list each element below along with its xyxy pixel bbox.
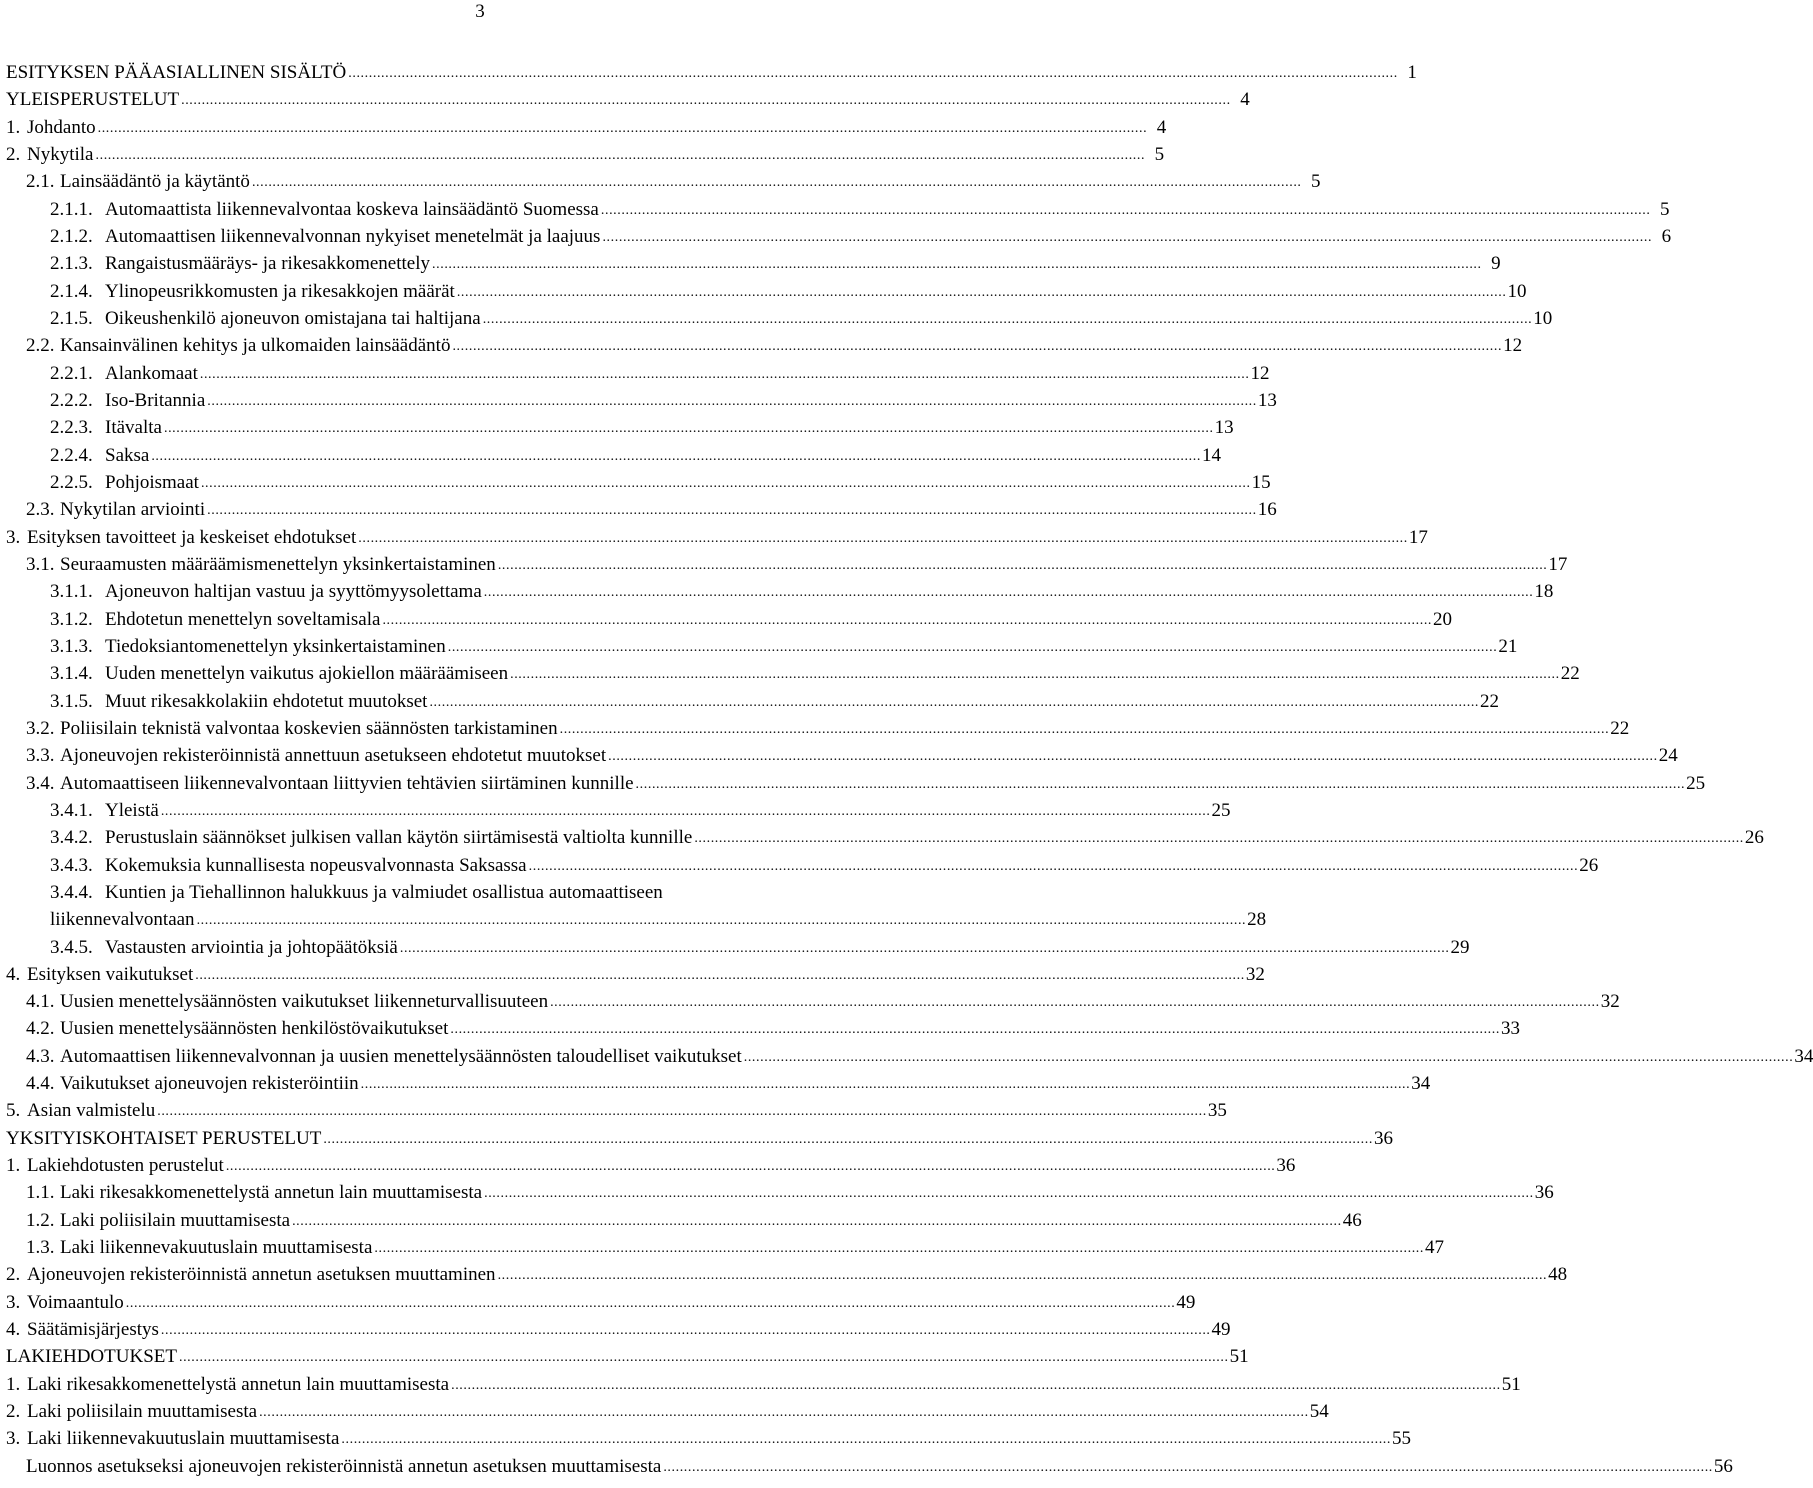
toc-dot-leader [663, 1454, 1713, 1481]
toc-dot-leader [744, 1044, 1794, 1071]
toc-entry-title: Automaattisen liikennevalvonnan ja uusien menettelysäännösten taloudelliset vaikutukset [60, 1045, 742, 1067]
toc-entry[interactable] [6, 852, 1599, 879]
toc-entry-page: 55 [1392, 1428, 1411, 1450]
toc-entry-title: Uusien menettelysäännösten vaikutukset liikenneturvallisuuteen [60, 991, 549, 1013]
toc-dot-leader [361, 1071, 1411, 1098]
toc-entry-title: Kansainvälinen kehitys ja ulkomaiden lainsäädäntö [60, 335, 451, 357]
toc-dot-leader [429, 689, 1479, 716]
toc-entry-page: 33 [1500, 1018, 1520, 1040]
toc-entry-number: 2.1.1. [50, 198, 93, 220]
toc-dot-leader [207, 497, 1257, 524]
toc-dot-leader [348, 60, 1398, 87]
toc-entry-title: Seuraamusten määräämismenettelyn yksinkertaistaminen [60, 553, 496, 575]
toc-entry[interactable] [6, 168, 1321, 195]
toc-entry[interactable] [6, 988, 1620, 1015]
toc-entry-page: 4 [1156, 116, 1167, 138]
toc-entry[interactable] [6, 360, 1270, 387]
toc-entry-title: Nykytila [27, 143, 94, 165]
toc-entry-title: YLEISPERUSTELUT [6, 89, 180, 111]
toc-entry-page: 1 [1407, 62, 1417, 83]
toc-entry-title: Laki liikennevakuutuslain muuttamisesta [60, 1237, 373, 1259]
toc-entry-number: 1. [6, 116, 21, 138]
toc-entry-title: Esityksen vaikutukset [27, 963, 194, 985]
toc-entry-number: 3.1.1. [50, 581, 93, 603]
toc-dot-leader [608, 743, 1658, 770]
toc-entry-number: 2.1.2. [50, 225, 93, 247]
toc-entry-page: 51 [1501, 1373, 1521, 1395]
toc-dot-leader [484, 1180, 1534, 1207]
toc-entry-page: 51 [1229, 1346, 1249, 1368]
toc-dot-leader [195, 962, 1245, 989]
toc-dot-leader [602, 224, 1652, 251]
toc-entry-page: 26 [1744, 827, 1764, 849]
toc-entry-number: 3.4.2. [50, 827, 93, 849]
toc-entry-number: 3.4.3. [50, 854, 93, 876]
toc-entry-page: 17 [1548, 553, 1568, 575]
toc-entry-page: 36 [1373, 1127, 1393, 1149]
toc-entry-page: 4 [1240, 89, 1250, 111]
toc-entry-number: 2.2.1. [50, 362, 93, 384]
toc-entry[interactable] [6, 1371, 1521, 1398]
toc-entry-title: Automaattiseen liikennevalvontaan liittyvien tehtävien siirtäminen kunnille [60, 772, 634, 794]
toc-entry-page: 18 [1534, 581, 1554, 603]
toc-entry[interactable] [6, 606, 1453, 633]
toc-dot-leader [358, 525, 1408, 552]
toc-dot-leader [450, 1016, 1500, 1043]
toc-entry-page: 21 [1498, 635, 1518, 657]
toc-entry-number: 2.1.3. [50, 253, 93, 275]
toc-dot-leader [452, 333, 1502, 360]
toc-entry[interactable] [6, 1070, 1431, 1097]
toc-entry-number: 2.1.5. [50, 307, 93, 329]
toc-entry-title: Perustuslain säännökset julkisen vallan käytön siirtämisestä valtiolta kunnille [105, 827, 693, 849]
toc-entry-number: 2.1.4. [50, 280, 93, 302]
toc-entry-page: 14 [1201, 444, 1221, 466]
toc-entry-title: Yleistä [105, 799, 159, 821]
toc-entry-page: 56 [1713, 1455, 1733, 1477]
toc-dot-leader [181, 87, 1231, 114]
toc-entry-page: 35 [1207, 1100, 1227, 1122]
toc-entry-number: 3.1.4. [50, 663, 93, 685]
toc-entry-number: 3.3. [26, 745, 55, 767]
toc-entry[interactable] [6, 414, 1234, 441]
toc-entry[interactable] [6, 660, 1580, 687]
toc-entry-number: 3.1.3. [50, 635, 93, 657]
toc-entry-page: 9 [1491, 253, 1501, 275]
toc-entry-page: 17 [1408, 526, 1428, 548]
toc-entry-title: ESITYKSEN PÄÄASIALLINEN SISÄLTÖ [6, 62, 347, 83]
toc-entry[interactable] [6, 278, 1527, 305]
toc-entry-page: 28 [1247, 909, 1267, 931]
toc-entry-number: 3. [6, 1428, 21, 1450]
toc-dot-leader [252, 169, 1302, 196]
toc-entry-number: 4.2. [26, 1018, 55, 1040]
toc-dot-leader [636, 771, 1686, 798]
toc-entry-title: Laki rikesakkomenettelystä annetun lain muuttamisesta [60, 1182, 483, 1204]
toc-entry[interactable] [6, 250, 1501, 277]
toc-entry-number: 2.2. [26, 335, 55, 357]
toc-entry-number: 1.1. [26, 1182, 55, 1204]
toc-entry-title: Esityksen tavoitteet ja keskeiset ehdotukset [27, 526, 357, 548]
toc-dot-leader [601, 197, 1651, 224]
toc-entry-title: Ylinopeusrikkomusten ja rikesakkojen määrät [105, 280, 455, 302]
toc-entry-page: 25 [1211, 799, 1231, 821]
toc-entry-page: 34 [1794, 1045, 1813, 1067]
toc-dot-leader [510, 661, 1560, 688]
toc-dot-leader [259, 1399, 1309, 1426]
toc-entry-page: 12 [1250, 362, 1270, 384]
toc-entry-page: 26 [1579, 854, 1599, 876]
toc-entry-title: Laki rikesakkomenettelystä annetun lain muuttamisesta [27, 1373, 450, 1395]
toc-entry-number: 4.3. [26, 1045, 55, 1067]
toc-dot-leader [484, 579, 1534, 606]
toc-entry-title: Ehdotetun menettelyn soveltamisala [105, 608, 381, 630]
toc-entry-number: 3.4.1. [50, 799, 93, 821]
toc-entry-title: Voimaantulo [27, 1291, 124, 1313]
toc-entry-title: liikennevalvontaan [50, 909, 195, 931]
toc-entry-title: Vaikutukset ajoneuvojen rekisteröintiin [60, 1073, 359, 1095]
toc-entry[interactable] [6, 59, 1417, 86]
toc-entry-page: 24 [1658, 745, 1678, 767]
toc-entry-title: Johdanto [27, 116, 96, 138]
toc-entry-number: 1. [6, 1155, 21, 1177]
toc-entry[interactable] [6, 332, 1523, 359]
page-number: 3 [475, 1, 485, 22]
toc-entry-number: 2.1. [26, 171, 55, 193]
toc-dot-leader [400, 935, 1450, 962]
toc-entry-title: Poliisilain teknistä valvontaa koskevien säännösten tarkistaminen [60, 717, 558, 739]
toc-entry[interactable] [6, 469, 1271, 496]
toc-entry-page: 54 [1309, 1401, 1329, 1423]
table-of-contents [6, 59, 1813, 1480]
toc-entry-number: 2. [6, 1401, 21, 1423]
toc-dot-leader [207, 388, 1257, 415]
toc-entry-title: Automaattista liikennevalvontaa koskeva lainsäädäntö Suomessa [105, 198, 599, 220]
toc-entry-title: Lainsäädäntö ja käytäntö [60, 171, 250, 193]
toc-entry-title: Kokemuksia kunnallisesta nopeusvalvonnasta Saksassa [105, 854, 527, 876]
toc-entry[interactable] [6, 688, 1500, 715]
toc-entry[interactable] [6, 551, 1568, 578]
toc-entry-title: Rangaistusmääräys- ja rikesakkomenettely [105, 253, 431, 275]
toc-entry-page: 34 [1411, 1073, 1431, 1095]
toc-entry[interactable] [6, 141, 1165, 168]
toc-entry[interactable] [6, 906, 1267, 933]
toc-dot-leader [151, 443, 1201, 470]
toc-dot-leader [161, 1317, 1211, 1344]
toc-entry[interactable] [6, 824, 1764, 851]
toc-entry[interactable] [6, 86, 1250, 113]
toc-entry-page: 10 [1507, 280, 1527, 302]
toc-dot-leader [96, 142, 1146, 169]
toc-entry[interactable] [6, 742, 1678, 769]
toc-entry[interactable] [6, 715, 1630, 742]
toc-dot-leader [197, 907, 1247, 934]
toc-entry[interactable] [6, 1207, 1362, 1234]
toc-entry[interactable] [6, 1125, 1393, 1152]
toc-entry-number: 2.3. [26, 499, 55, 521]
toc-entry-page: 15 [1251, 471, 1271, 493]
toc-entry-page: 10 [1533, 307, 1553, 329]
toc-entry-title: Oikeushenkilö ajoneuvon omistajana tai haltijana [105, 307, 481, 329]
toc-entry-title: Automaattisen liikennevalvonnan nykyiset menetelmät ja laajuus [105, 225, 601, 247]
toc-entry[interactable] [6, 305, 1553, 332]
toc-entry-page: 47 [1425, 1237, 1444, 1259]
toc-dot-leader [341, 1426, 1391, 1453]
toc-entry-number: 2. [6, 143, 21, 165]
toc-entry-number: 3.2. [26, 717, 55, 739]
toc-entry-title: Alankomaat [105, 362, 198, 384]
toc-dot-leader [560, 716, 1610, 743]
toc-entry[interactable] [6, 1234, 1444, 1261]
toc-entry[interactable] [6, 196, 1670, 223]
toc-entry-title: Ajoneuvojen rekisteröinnistä annettuun asetukseen ehdotetut muutokset [60, 745, 607, 767]
toc-entry[interactable] [6, 223, 1672, 250]
toc-entry[interactable] [6, 1398, 1329, 1425]
toc-entry-number: 3.1. [26, 553, 55, 575]
toc-entry-page: 36 [1276, 1155, 1296, 1177]
toc-entry[interactable] [6, 442, 1221, 469]
toc-entry-number: 3.1.5. [50, 690, 93, 712]
toc-entry-title: Muut rikesakkolakiin ehdotetut muutokset [105, 690, 428, 712]
toc-entry-page: 5 [1659, 198, 1670, 220]
toc-dot-leader [179, 1344, 1229, 1371]
toc-entry[interactable] [6, 114, 1167, 141]
toc-entry-page: 12 [1503, 335, 1523, 357]
toc-entry-title: Laki liikennevakuutuslain muuttamisesta [27, 1428, 340, 1450]
toc-entry[interactable] [6, 1316, 1231, 1343]
toc-entry-page: 25 [1686, 772, 1706, 794]
toc-dot-leader [694, 825, 1744, 852]
toc-entry-title: Iso-Britannia [105, 389, 206, 411]
toc-entry-page: 22 [1610, 717, 1630, 739]
toc-entry-page: 22 [1480, 690, 1500, 712]
toc-entry[interactable] [6, 1152, 1296, 1179]
toc-entry-number: 3. [6, 526, 21, 548]
toc-dot-leader [550, 989, 1600, 1016]
toc-entry[interactable] [6, 578, 1554, 605]
toc-entry-number: 4. [6, 1319, 21, 1341]
toc-dot-leader [432, 251, 1482, 278]
toc-entry-page: 48 [1548, 1264, 1568, 1286]
toc-entry-page: 22 [1560, 663, 1580, 685]
toc-entry[interactable] [6, 1043, 1813, 1070]
toc-entry-number: 3.1.2. [50, 608, 93, 630]
toc-entry-number: 2. [6, 1264, 21, 1286]
toc-dot-leader [157, 1098, 1207, 1125]
toc-dot-leader [451, 1372, 1501, 1399]
toc-dot-leader [126, 1290, 1176, 1317]
toc-entry[interactable] [6, 1261, 1568, 1288]
toc-entry-page: 29 [1450, 936, 1470, 958]
toc-entry-title: YKSITYISKOHTAISET PERUSTELUT [6, 1127, 322, 1149]
toc-entry-title: Nykytilan arviointi [60, 499, 206, 521]
toc-dot-leader [201, 470, 1251, 497]
toc-entry-number: 3.4.4. [50, 881, 93, 903]
toc-entry-title: Tiedoksiantomenettelyn yksinkertaistaminen [105, 635, 446, 657]
toc-entry-page: 5 [1154, 143, 1165, 165]
toc-dot-leader [457, 279, 1507, 306]
toc-entry-page: 6 [1661, 225, 1672, 247]
toc-entry-page: 16 [1257, 499, 1277, 521]
toc-entry-number: 2.2.3. [50, 417, 93, 439]
toc-entry-title: Säätämisjärjestys [27, 1319, 159, 1341]
toc-entry[interactable] [6, 879, 964, 906]
toc-entry[interactable] [6, 797, 1231, 824]
toc-dot-leader [200, 361, 1250, 388]
toc-entry-number: 2.2.2. [50, 389, 93, 411]
toc-entry-page: 20 [1433, 608, 1453, 630]
toc-entry-title: Saksa [105, 444, 150, 466]
toc-dot-leader [382, 607, 1432, 634]
toc-dot-leader [498, 552, 1548, 579]
toc-entry-title: Itävalta [105, 417, 162, 439]
toc-entry-page: 32 [1600, 991, 1620, 1013]
toc-entry-title: Kuntien ja Tiehallinnon halukkuus ja valmiudet osallistua automaattiseen [105, 881, 663, 903]
toc-entry-number: 2.2.5. [50, 471, 93, 493]
toc-entry-title: Asian valmistelu [27, 1100, 156, 1122]
toc-dot-leader [529, 853, 1579, 880]
toc-entry-number: 2.2.4. [50, 444, 93, 466]
toc-entry-page: 49 [1176, 1291, 1196, 1313]
toc-entry-page: 36 [1534, 1182, 1554, 1204]
toc-entry[interactable] [6, 1343, 1249, 1370]
toc-entry-title: LAKIEHDOTUKSET [6, 1346, 177, 1368]
toc-entry[interactable] [6, 1425, 1411, 1452]
toc-entry-number: 4.4. [26, 1073, 55, 1095]
toc-entry-title: Uusien menettelysäännösten henkilöstövaikutukset [60, 1018, 449, 1040]
toc-entry[interactable] [6, 934, 1470, 961]
toc-entry-page: 49 [1211, 1319, 1231, 1341]
toc-dot-leader [498, 1262, 1548, 1289]
toc-entry-page: 13 [1214, 417, 1234, 439]
toc-entry[interactable] [6, 387, 1277, 414]
toc-entry[interactable] [6, 961, 1265, 988]
toc-entry[interactable] [6, 1097, 1227, 1124]
toc-entry[interactable] [6, 496, 1277, 523]
toc-entry-number: 4. [6, 963, 21, 985]
toc-entry-title: Laki poliisilain muuttamisesta [60, 1209, 291, 1231]
toc-entry-title: Uuden menettelyn vaikutus ajokiellon määräämiseen [105, 663, 509, 685]
toc-entry-number: 1.2. [26, 1209, 55, 1231]
toc-entry-title: Ajoneuvojen rekisteröinnistä annetun asetuksen muuttaminen [27, 1264, 496, 1286]
toc-dot-leader [323, 1126, 1373, 1153]
toc-entry-number: 3.4. [26, 772, 55, 794]
toc-entry-title: Lakiehdotusten perustelut [27, 1155, 224, 1177]
toc-dot-leader [374, 1235, 1424, 1262]
toc-entry[interactable] [6, 1179, 1554, 1206]
toc-entry[interactable] [6, 1289, 1196, 1316]
toc-entry[interactable] [6, 633, 1518, 660]
toc-entry[interactable] [6, 524, 1428, 551]
toc-entry-title: Pohjoismaat [105, 471, 199, 493]
toc-entry-page: 32 [1245, 963, 1265, 985]
toc-entry-number: 5. [6, 1100, 21, 1122]
toc-entry-page: 46 [1342, 1209, 1362, 1231]
toc-entry-number: 1. [6, 1373, 21, 1395]
toc-entry-page: 5 [1311, 171, 1321, 193]
toc-entry[interactable] [6, 1015, 1520, 1042]
toc-entry-title: Ajoneuvon haltijan vastuu ja syyttömyysolettama [105, 581, 482, 603]
toc-dot-leader [483, 306, 1533, 333]
toc-entry-title: Vastausten arviointia ja johtopäätöksiä [105, 936, 398, 958]
toc-entry-number: 3.4.5. [50, 936, 93, 958]
toc-dot-leader [226, 1153, 1276, 1180]
toc-entry[interactable] [6, 770, 1706, 797]
toc-dot-leader [448, 634, 1498, 661]
toc-dot-leader [292, 1208, 1342, 1235]
toc-entry-title: Luonnos asetukseksi ajoneuvojen rekisteröinnistä annetun asetuksen muuttamisesta [26, 1455, 662, 1477]
toc-entry-number: 1.3. [26, 1237, 55, 1259]
toc-entry-number: 3. [6, 1291, 21, 1313]
toc-entry-title: Laki poliisilain muuttamisesta [27, 1401, 258, 1423]
toc-entry-number: 4.1. [26, 991, 55, 1013]
toc-dot-leader [98, 115, 1148, 142]
toc-dot-leader [164, 415, 1214, 442]
toc-dot-leader [161, 798, 1211, 825]
toc-entry-page: 13 [1257, 389, 1277, 411]
toc-entry[interactable] [6, 1453, 1733, 1480]
